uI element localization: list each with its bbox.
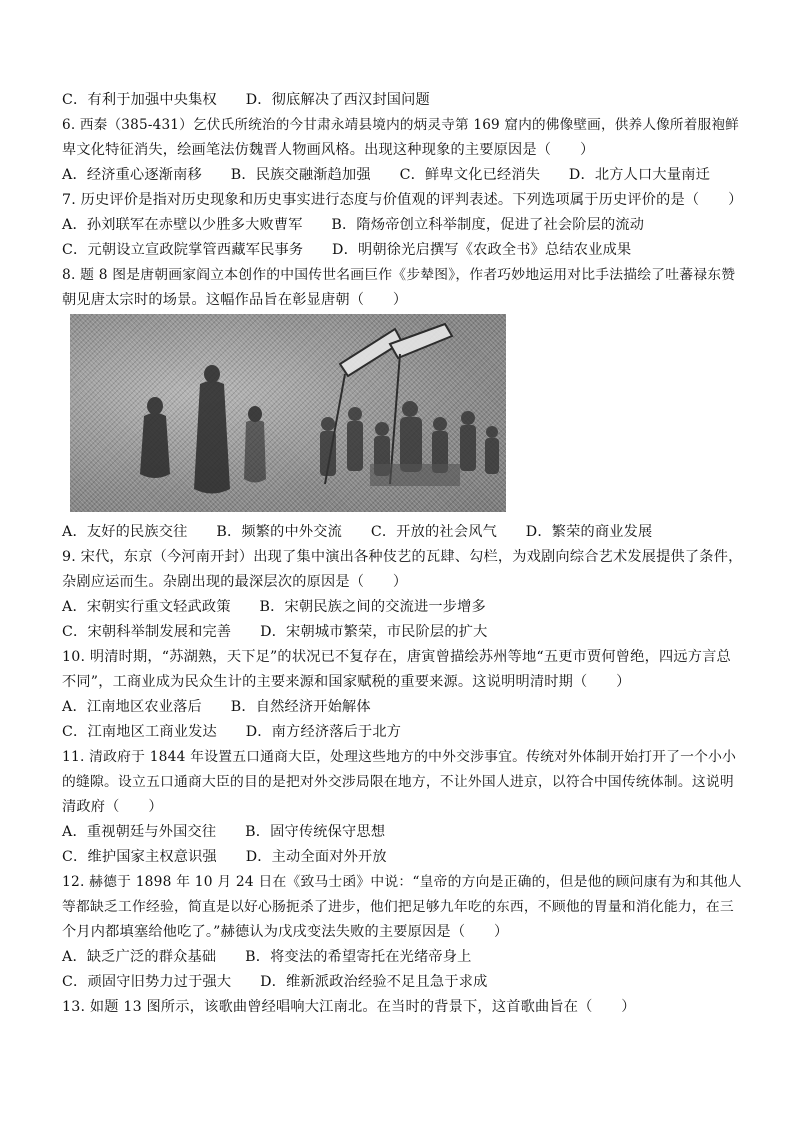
question-9-options-cd: C．宋朝科举制发展和完善 D．宋朝城市繁荣，市民阶层的扩大 xyxy=(62,624,488,640)
question-6-stem-line2: 卑文化特征消失，绘画笔法仿魏晋人物画风格。出现这种现象的主要原因是（ ） xyxy=(62,142,595,158)
question-13-stem: 13. 如题 13 图所示，该歌曲曾经唱响大江南北。在当时的背景下，这首歌曲旨在（ ） xyxy=(62,999,636,1015)
question-10-options-cd: C．江南地区工商业发达 D．南方经济落后于北方 xyxy=(62,724,402,740)
question-6-options: A．经济重心逐渐南移 B．民族交融渐趋加强 C．鲜卑文化已经消失 D．北方人口大量南迁 xyxy=(62,167,710,183)
question-7-options-cd: C．元朝设立宣政院掌管西藏军民事务 D．明朝徐光启撰写《农政全书》总结农业成果 xyxy=(62,242,632,258)
question-11-stem-line1: 11. 清政府于 1844 年设置五口通商大臣，处理这些地方的中外交涉事宜。传统对外体制开始打开了一个小小 xyxy=(62,749,737,765)
question-10-stem-line2: 不同”，工商业成为民众生计的主要来源和国家赋税的重要来源。这说明明清时期（ ） xyxy=(62,674,631,690)
question-12-stem-line2: 等都缺乏工作经验，简直是以好心肠扼杀了进步，他们把足够九年吃的东西，不顾他的胃量和消化能力，在三 xyxy=(62,899,734,915)
question-11-options-ab: A．重视朝廷与外国交往 B．固守传统保守思想 xyxy=(62,824,386,840)
question-11-options-cd: C．维护国家主权意识强 D．主动全面对外开放 xyxy=(62,849,387,865)
option-line-5cd: C．有利于加强中央集权 D．彻底解决了西汉封国问题 xyxy=(62,92,430,108)
question-11-stem-line3: 清政府（ ） xyxy=(62,799,163,815)
question-7-stem: 7. 历史评价是指对历史现象和历史事实进行态度与价值观的评判表述。下列选项属于历史评价的是（ ） xyxy=(62,192,743,208)
question-11-stem-line2: 的缝隙。设立五口通商大臣的目的是把对外交涉局限在地方，不让外国人进京，以符合中国传统体制。这说明 xyxy=(62,774,734,790)
question-8-options: A．友好的民族交往 B．频繁的中外交流 C．开放的社会风气 D．繁荣的商业发展 xyxy=(62,524,653,540)
question-6-stem-line1: 6. 西秦（385-431）乞伏氏所统治的今甘肃永靖县境内的炳灵寺第 169 窟内的佛像壁画，供养人像所着服袍鲜 xyxy=(62,117,739,133)
question-8-stem-line2: 朝见唐太宗时的场景。这幅作品旨在彰显唐朝（ ） xyxy=(62,292,408,308)
question-12-options-cd: C．顽固守旧势力过于强大 D．维新派政治经验不足且急于求成 xyxy=(62,974,488,990)
question-12-options-ab: A．缺乏广泛的群众基础 B．将变法的希望寄托在光绪帝身上 xyxy=(62,949,472,965)
question-12-stem-line3: 个月内都填塞给他吃了。”赫德认为戊戌变法失败的主要原因是（ ） xyxy=(62,924,509,940)
question-9-stem-line1: 9. 宋代，东京（今河南开封）出现了集中演出各种伎艺的瓦肆、勾栏，为戏剧向综合艺术发展提供了条件， xyxy=(62,549,743,565)
question-9-stem-line2: 杂剧应运而生。杂剧出现的最深层次的原因是（ ） xyxy=(62,574,408,590)
question-9-options-ab: A．宋朝实行重文轻武政策 B．宋朝民族之间的交流进一步增多 xyxy=(62,599,486,615)
question-10-options-ab: A．江南地区农业落后 B．自然经济开始解体 xyxy=(62,699,371,715)
question-12-stem-line1: 12. 赫德于 1898 年 10 月 24 日在《致马士函》中说：“皇帝的方向是正确的，但是他的顾问康有为和其他人 xyxy=(62,874,742,890)
question-7-options-ab: A．孙刘联军在赤壁以少胜多大败曹军 B．隋炀帝创立科举制度，促进了社会阶层的流动 xyxy=(62,217,645,233)
question-8-stem-line1: 8. 题 8 图是唐朝画家阎立本创作的中国传世名画巨作《步辇图》，作者巧妙地运用对比手法描绘了吐蕃禄东赞 xyxy=(62,267,736,283)
question-8-painting-image xyxy=(70,314,506,512)
question-10-stem-line1: 10. 明清时期，“苏湖熟，天下足”的状况已不复存在，唐寅曾描绘苏州等地“五更市贾何曾绝，四远方言总 xyxy=(62,649,731,665)
